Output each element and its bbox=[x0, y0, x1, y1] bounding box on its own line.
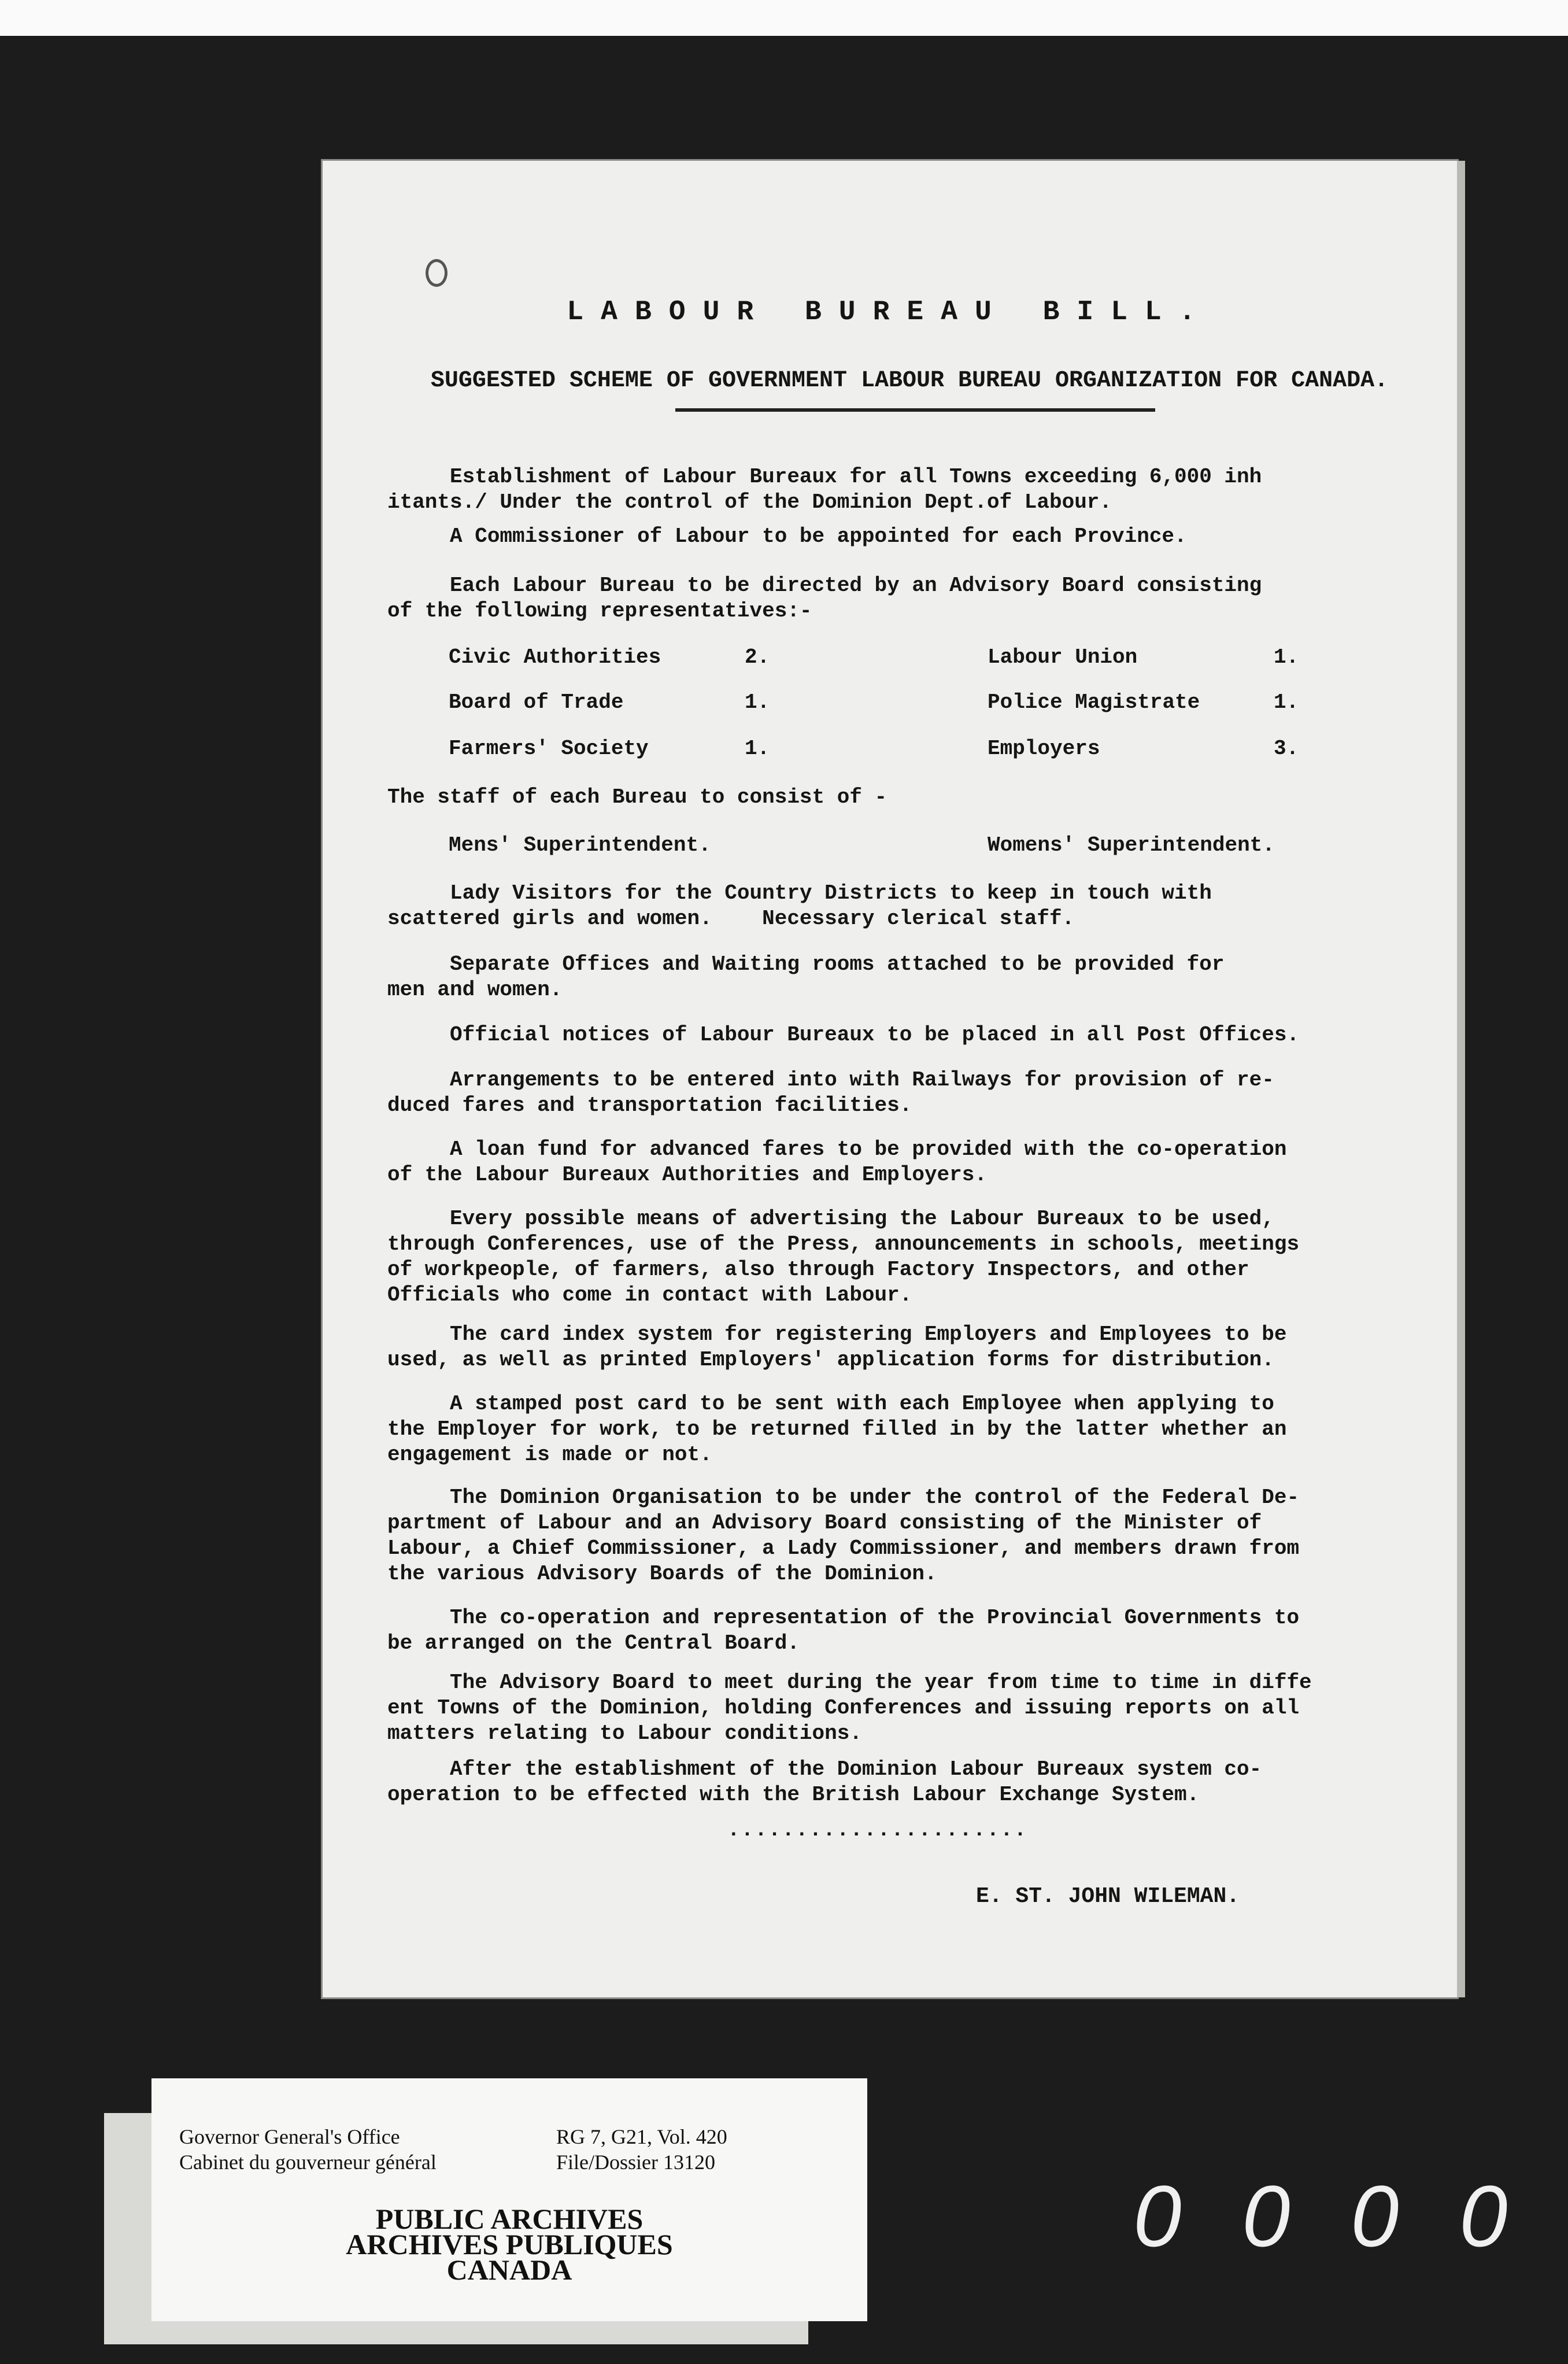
paragraph-british-exchange: After the establishment of the Dominion Labour Bureaux system co- operation to be effected with the British Labour Exchange System. bbox=[387, 1757, 1262, 1807]
office-en: Governor General's Office bbox=[179, 2125, 400, 2148]
rep-name: Labour Union bbox=[988, 645, 1138, 669]
rep-count: 1. bbox=[1274, 690, 1299, 714]
paragraph-dominion-organisation: The Dominion Organisation to be under the control of the Federal De- partment of Labour and an Advisory Board consisting of the Minister of Labour, a Chief Commissioner, a Lady Commissioner, and members drawn from the various Advisory Boards of the Dominion. bbox=[387, 1486, 1300, 1586]
archives-en: PUBLIC ARCHIVES bbox=[375, 2203, 644, 2235]
archive-file: File/Dossier 13120 bbox=[556, 2151, 715, 2174]
paragraph-post-card: A stamped post card to be sent with each Employee when applying to the Employer for work, to be returned filled in by the latter whether an engagement is made or not. bbox=[387, 1392, 1287, 1467]
rep-name: Employers bbox=[988, 737, 1100, 760]
document-page bbox=[323, 161, 1457, 1997]
document-subtitle: SUGGESTED SCHEME OF GOVERNMENT LABOUR BUREAU ORGANIZATION FOR CANADA. bbox=[430, 368, 1389, 394]
top-border bbox=[0, 0, 1568, 36]
rep-name: Board of Trade bbox=[449, 690, 624, 714]
archive-label bbox=[151, 2078, 867, 2321]
archives-fr: ARCHIVES PUBLIQUES bbox=[346, 2228, 673, 2260]
title-underline bbox=[675, 408, 1155, 412]
staff-item: Womens' Superintendent. bbox=[988, 833, 1275, 857]
dotted-separator: ...................... bbox=[727, 1818, 1028, 1842]
rep-name: Police Magistrate bbox=[988, 690, 1200, 714]
paragraph-provincial: The co-operation and representation of the Provincial Governments to be arranged on the Central Board. bbox=[387, 1606, 1300, 1655]
paragraph-advisory-board: Each Labour Bureau to be directed by an Advisory Board consisting of the following representatives:- bbox=[387, 574, 1262, 623]
rep-name: Farmers' Society bbox=[449, 737, 649, 760]
paragraph-card-index: The card index system for registering Employers and Employees to be used, as well as printed Employers' application forms for distribution. bbox=[387, 1323, 1287, 1372]
rep-name: Civic Authorities bbox=[449, 645, 661, 669]
paragraph-loan-fund: A loan fund for advanced fares to be provided with the co-operation of the Labour Bureaux Authorities and Employers. bbox=[387, 1137, 1287, 1187]
paragraph-advertising: Every possible means of advertising the Labour Bureaux to be used, through Conferences, use of the Press, announcements in schools, meetings of workpeople, of farmers, also through Factory Inspectors, and other Officials who come in contact with Labour. bbox=[387, 1207, 1300, 1307]
paragraph-notices: Official notices of Labour Bureaux to be placed in all Post Offices. bbox=[387, 1023, 1300, 1047]
paragraph-offices: Separate Offices and Waiting rooms attached to be provided for men and women. bbox=[387, 952, 1225, 1002]
office-fr: Cabinet du gouverneur général bbox=[179, 2151, 437, 2174]
rep-count: 2. bbox=[745, 645, 770, 669]
frame-digit: 0 bbox=[1242, 2167, 1290, 2265]
paragraph-commissioner: A Commissioner of Labour to be appointed for each Province. bbox=[387, 524, 1187, 548]
rep-count: 1. bbox=[745, 737, 770, 760]
paragraph-advisory-meetings: The Advisory Board to meet during the year from time to time in diffe ent Towns of the Dominion, holding Conferences and issuing reports on all matters relating to Labour conditions. bbox=[387, 1671, 1312, 1745]
archives-country: CANADA bbox=[446, 2254, 572, 2286]
archive-reference: RG 7, G21, Vol. 420 bbox=[556, 2125, 727, 2148]
paragraph-railways: Arrangements to be entered into with Railways for provision of re- duced fares and transportation facilities. bbox=[387, 1068, 1274, 1117]
staff-item: Mens' Superintendent. bbox=[449, 833, 711, 857]
document-title: LABOUR BUREAU BILL. bbox=[567, 297, 1213, 328]
frame-digit: 0 bbox=[1459, 2167, 1508, 2265]
punch-hole-mark bbox=[426, 259, 448, 287]
staff-intro: The staff of each Bureau to consist of - bbox=[387, 785, 887, 809]
rep-count: 3. bbox=[1274, 737, 1299, 760]
frame-digit: 0 bbox=[1133, 2167, 1182, 2265]
rep-count: 1. bbox=[1274, 645, 1299, 669]
paragraph-lady-visitors: Lady Visitors for the Country Districts to keep in touch with scattered girls and women. Necessary clerical staff. bbox=[387, 881, 1212, 930]
signature: E. ST. JOHN WILEMAN. bbox=[976, 1884, 1240, 1909]
paragraph-establishment: Establishment of Labour Bureaux for all Towns exceeding 6,000 inh itants./ Under the control of the Dominion Dept.of Labour. bbox=[387, 465, 1262, 514]
frame-digit: 0 bbox=[1351, 2167, 1399, 2265]
rep-count: 1. bbox=[745, 690, 770, 714]
